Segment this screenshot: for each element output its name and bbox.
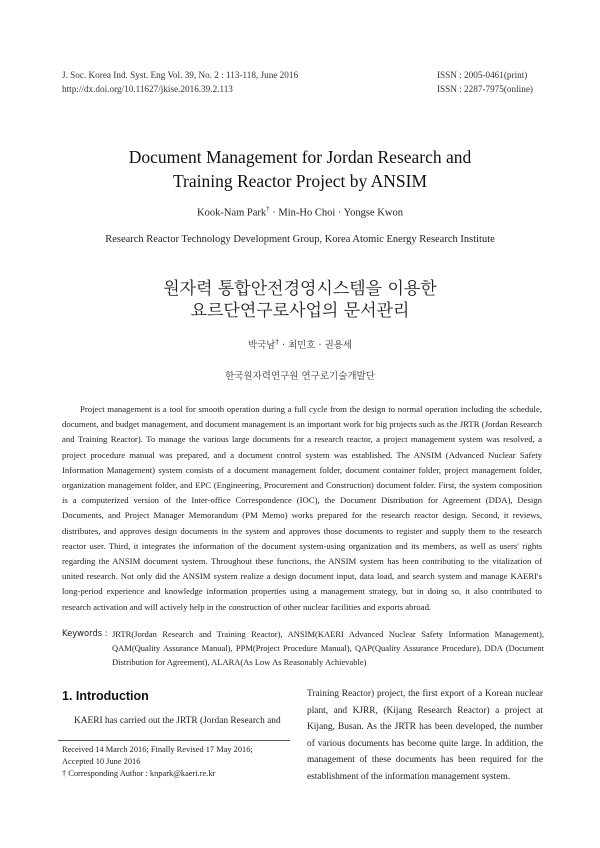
issn-print: ISSN : 2005-0461(print): [437, 70, 528, 80]
footnote-divider: [58, 740, 290, 741]
korean-title-line1: 원자력 통합안전경영시스템을 이용한: [163, 279, 437, 299]
author-list: [0, 205, 600, 219]
corresponding-mark: †: [266, 205, 270, 213]
paper-title-line2: Training Reactor Project by ANSIM: [172, 171, 428, 191]
korean-author-first: 박국남: [247, 340, 276, 351]
received-date: Received 14 March 2016; Finally Revised 17 May 2016;: [62, 745, 253, 754]
korean-author-rest: · 최민호 · 권용세: [278, 340, 353, 351]
abstract-text: Project management is a tool for smooth operation during a full cycle from the design to normal operation including the schedule, document, and budget management, and document management is an important work for big projects such as the JRTR (Jordan Research and Training Reactor). To manage the various large documents for a research reactor, a project management system was resolved, a project procedure manual was prepared, and a document control system was established. The ANSIM (Advanced Nuclear Safety Information Management) system consists of a document management folder, document container folder, project management folder, organization management folder, and EPC (Engineering, Procurement and Construction) document folder. First, the system composition is a computerized version of the Inter-office Correspondence (IOC), the Document Distribution for Agreement (DDA), Design Documents, and Project Manager Memorandum (PM Memo) works prepared for the research reactor design. Second, it reviews, distributes, and approves design documents in the system and approves those documents to register and supply them to the research reactor user. Third, it integrates the information of the document system-using organization and its members, as well as users' rights regarding the ANSIM document system. Throughout these functions, the ANSIM system has been contributing to the vitalization of united research. Not only did the ANSIM system realize a design document input, data load, and search system and manage KAERI's long-period experience and knowledge information properties using a management strategy, but in doing so, it also contributed to research activation and will actively help in the construction of other nuclear facilities and exports abroad.: [62, 404, 542, 612]
accepted-date: Accepted 10 June 2016: [62, 757, 141, 766]
journal-citation: J. Soc. Korea Ind. Syst. Eng Vol. 39, No. 2 : 113-118, June 2016: [62, 70, 299, 80]
corresponding-email: Corresponding Author : knpark@kaeri.re.kr: [66, 769, 216, 778]
keywords-label: Keywords :: [62, 628, 108, 638]
author-rest: · Min-Ho Choi · Yongse Kwon: [269, 207, 403, 219]
paper-title-line1: Document Management for Jordan Research and: [128, 147, 472, 167]
abstract: [62, 402, 542, 615]
intro-left-text: KAERI has carried out the JRTR (Jordan Research and: [74, 716, 281, 726]
korean-author-list: [0, 337, 600, 351]
keywords-text: JRTR(Jordan Research and Training Reactor), ANSIM(KAERI Advanced Nuclear Safety Information Management), QAM(Quality Assurance Manual), PPM(Project Procedure Manual), QAP(Quality Assurance Procedure), DDA (Document Distribution for Agreement), ALARA(As Low As Reasonably Achievable): [112, 629, 544, 667]
intro-right-text: Training Reactor) project, the first export of a Korean nuclear plant, and KJRR, (Kijang Research Reactor) a project at Kijang, Busan. As the JRTR has been developed, the number of various documents has become quite large. In addition, the management of these documents has been required for the establishment of the information management system.: [307, 689, 543, 782]
korean-title-line2: 요르단연구로사업의 문서관리: [190, 301, 410, 321]
doi-link[interactable]: http://dx.doi.org/10.11627/jkise.2016.39.2.113: [62, 84, 233, 94]
section-heading-introduction: 1. Introduction: [62, 689, 149, 703]
korean-corresponding-mark: †: [275, 337, 279, 346]
author-first: Kook-Nam Park: [197, 207, 267, 219]
corresponding-author: [62, 768, 215, 781]
issn-online: ISSN : 2287-7975(online): [437, 84, 533, 94]
corresponding-dagger: †: [62, 769, 67, 778]
korean-affiliation: 한국원자력연구원 연구로기술개발단: [225, 371, 375, 382]
affiliation: Research Reactor Technology Development Group, Korea Atomic Energy Research Institute: [105, 234, 495, 245]
